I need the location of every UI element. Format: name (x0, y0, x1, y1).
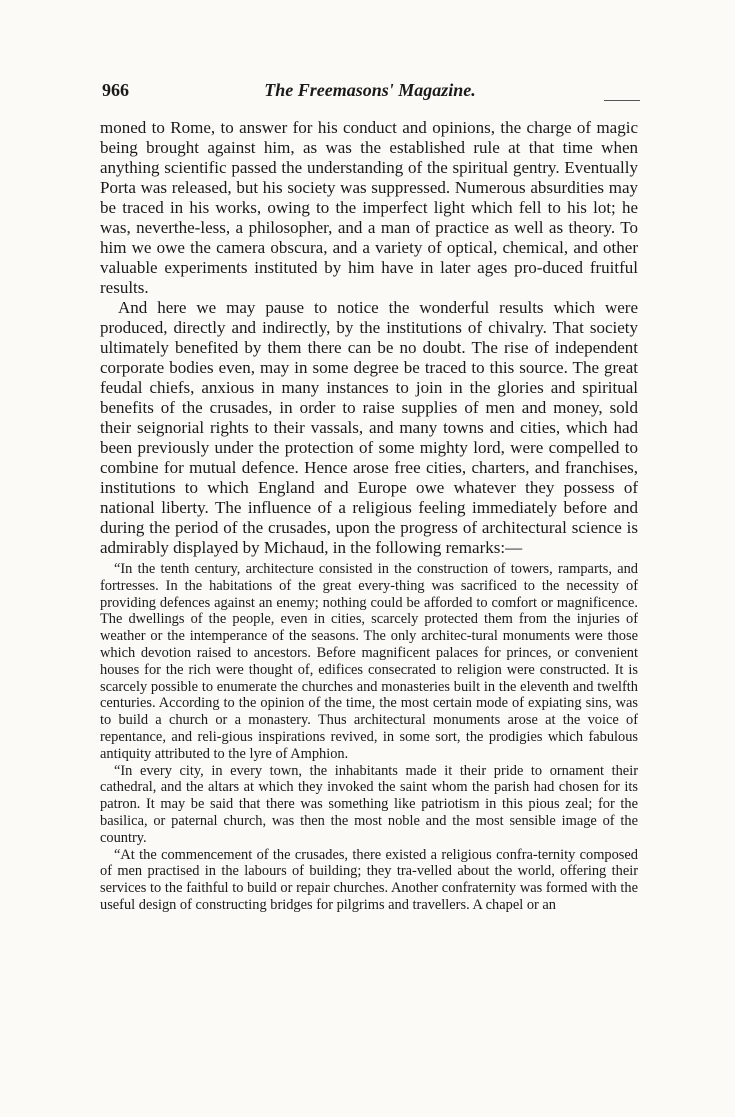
quote-paragraph: “In the tenth century, architecture consisted in the construction of towers, ramparts, and fortresses. In the habitations of the great every-thing was sacrificed to the necessity of providing defences against an enemy; nothing could be afforded to comfort or magnificence. The dwellings of the people, even in cities, scarcely protected them from the injuries of weather or the intemperance of the seasons. The only architec-tural monuments were those which devotion raised to ancestors. Before magnificent palaces for princes, or convenient houses for the rich were thought of, edifices consecrated to religion were constructed. It is scarcely possible to enumerate the churches and monasteries built in the eleventh and twelfth centuries. According to the opinion of the time, the most certain mode of expiating sins, was to build a church or a monastery. Thus architectural monuments arose at the voice of repentance, and reli-gious inspirations revived, in some sort, the prodigies which fabulous antiquity attributed to the lyre of Amphion. (100, 561, 638, 762)
quote-paragraph: “At the commencement of the crusades, there existed a religious confra-ternity composed of men practised in the labours of building; they tra-velled about the world, offering their services to the faithful to build or repair churches. Another confraternity was formed with the useful design of constructing bridges for pilgrims and travellers. A chapel or an (100, 846, 638, 913)
quoted-extract (100, 561, 638, 914)
page-header (100, 80, 640, 104)
paragraph: And here we may pause to notice the wonderful results which were produced, directly and indirectly, by the institutions of chivalry. That society ultimately benefited by them there can be no doubt. The rise of independent corporate bodies even, may in some degree be traced to this source. The great feudal chiefs, anxious in many instances to join in the glories and spiritual benefits of the crusades, in order to raise supplies of men and money, sold their seignorial rights to their vassals, and many towns and cities, which had been previously under the protection of some mighty lord, were compelled to combine for mutual defence. Hence arose free cities, charters, and franchises, institutions to which England and Europe owe whatever they possess of national liberty. The influence of a religious feeling immediately before and during the period of the crusades, upon the progress of architectural science is admirably displayed by Michaud, in the following remarks:— (100, 298, 638, 557)
header-rule (604, 100, 640, 101)
quote-paragraph: “In every city, in every town, the inhabitants made it their pride to ornament their cathedral, and the altars at which they invoked the saint whom the parish had chosen for its patron. It may be said that there was something like patriotism in this pious zeal; for the basilica, or paternal church, was then the most noble and the most sensible image of the country. (100, 762, 638, 846)
article-body (100, 118, 638, 914)
main-text (100, 118, 638, 558)
running-title: The Freemasons' Magazine. (264, 80, 476, 100)
page-number: 966 (102, 80, 129, 100)
paragraph: moned to Rome, to answer for his conduct and opinions, the charge of magic being brought against him, as was the established rule at that time when anything scientific passed the understanding of the spiritual gentry. Eventually Porta was released, but his society was suppressed. Numerous absurdities may be traced in his works, owing to the imperfect light which fell to his lot; he was, neverthe-less, a philosopher, and a man of practice as well as theory. To him we owe the camera obscura, and a variety of optical, chemical, and other valuable experiments instituted by him have in later ages pro-duced fruitful results. (100, 118, 638, 297)
